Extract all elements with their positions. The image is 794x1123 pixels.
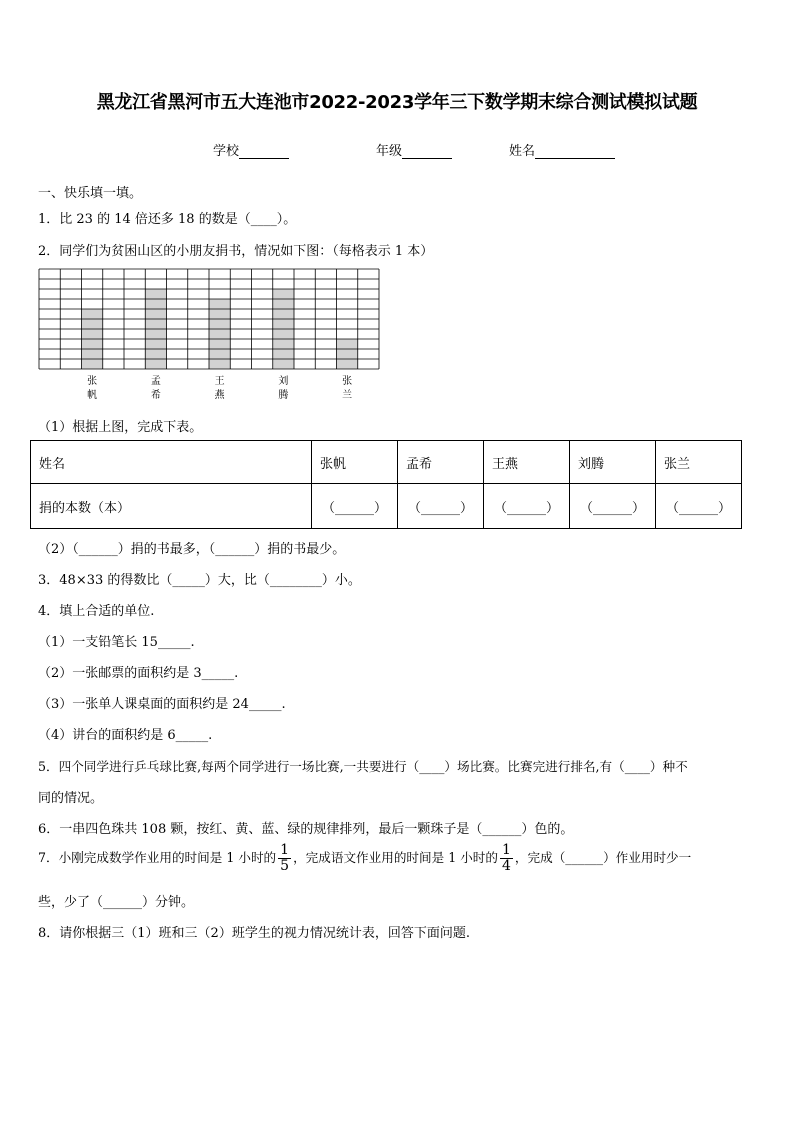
question-4: 4．填上合适的单位. — [38, 604, 155, 619]
table-row — [31, 484, 742, 529]
fraction-one-fifth — [278, 843, 291, 874]
category-label: 张 — [342, 376, 353, 387]
category-label: 刘 — [278, 376, 289, 387]
section-heading: 一、快乐填一填。 — [38, 186, 143, 201]
table-header-cell: 张帆 — [312, 441, 398, 484]
table-header-cell: 孟希 — [398, 441, 484, 484]
grade-blank[interactable] — [402, 144, 452, 159]
school-blank[interactable] — [239, 144, 289, 159]
question-6: 6．一串四色珠共 108 颗，按红、黄、蓝、绿的规律排列，最后一颗珠子是（______）色的。 — [38, 822, 574, 837]
question-4-1: （1）一支铅笔长 15_____. — [38, 635, 195, 650]
fraction-numerator: 1 — [502, 842, 511, 858]
grade-field[interactable] — [376, 140, 452, 159]
question-4-3: （3）一张单人课桌面的面积约是 24_____. — [38, 697, 286, 712]
question-7-line-1 — [38, 843, 691, 874]
question-4-4: （4）讲台的面积约是 6_____. — [38, 728, 213, 743]
table-header-row — [31, 441, 742, 484]
question-2-1: （1）根据上图，完成下表。 — [38, 420, 203, 435]
answer-blank[interactable]: （______） — [570, 484, 656, 529]
table-row-label: 捐的本数（本） — [31, 484, 312, 529]
category-label: 孟 — [150, 376, 161, 387]
question-2-2: （2）（______）捐的书最多，（______）捐的书最少。 — [38, 542, 346, 557]
question-7-text-c: ，完成（______）作业用时少一 — [514, 850, 692, 865]
question-5-line-2: 同的情况。 — [38, 791, 104, 806]
fraction-numerator: 1 — [280, 842, 290, 858]
question-4-2: （2）一张邮票的面积约是 3_____. — [38, 666, 239, 681]
fraction-denominator: 4 — [502, 858, 511, 874]
school-label: 学校 — [213, 144, 240, 159]
question-1: 1．比 23 的 14 倍还多 18 的数是（____）。 — [38, 212, 297, 227]
bar-3 — [209, 299, 230, 369]
question-7-text-b: ，完成语文作业用的时间是 1 小时的 — [293, 850, 498, 865]
answer-blank[interactable]: （______） — [398, 484, 484, 529]
category-label: 燕 — [214, 390, 225, 401]
grade-label: 年级 — [376, 144, 403, 159]
answer-blank[interactable]: （______） — [484, 484, 570, 529]
chart-labels — [87, 374, 352, 401]
question-2: 2．同学们为贫困山区的小朋友捐书，情况如下图：（每格表示 1 本） — [38, 244, 434, 259]
school-field[interactable] — [213, 140, 289, 159]
bar-5 — [337, 339, 358, 369]
category-label: 希 — [150, 390, 161, 401]
donation-table — [30, 440, 742, 529]
donation-bar-chart — [38, 268, 380, 404]
answer-blank[interactable]: （______） — [656, 484, 742, 529]
question-7-line-2: 些，少了（______）分钟。 — [38, 895, 195, 910]
category-label: 帆 — [87, 390, 98, 401]
category-label: 王 — [214, 376, 225, 387]
table-header-cell: 刘腾 — [570, 441, 656, 484]
fraction-one-fourth — [500, 843, 513, 874]
category-label: 张 — [87, 376, 98, 387]
question-3: 3．48×33 的得数比（_____）大，比（________）小。 — [38, 573, 361, 588]
category-label: 腾 — [278, 390, 289, 401]
name-field[interactable] — [509, 140, 615, 159]
question-5-line-1: 5．四个同学进行乒乓球比赛,每两个同学进行一场比赛,一共要进行（____）场比赛。比赛完进行排名,有（____）种不 — [38, 759, 688, 774]
table-header-cell: 王燕 — [484, 441, 570, 484]
question-8: 8．请你根据三（1）班和三（2）班学生的视力情况统计表，回答下面问题. — [38, 926, 470, 941]
question-7-text-a: 7．小刚完成数学作业用的时间是 1 小时的 — [38, 850, 277, 865]
table-header-cell: 张兰 — [656, 441, 742, 484]
answer-blank[interactable]: （______） — [312, 484, 398, 529]
name-blank[interactable] — [535, 144, 615, 159]
name-label: 姓名 — [509, 144, 536, 159]
table-header-cell: 姓名 — [31, 441, 312, 484]
page-title: 黑龙江省黑河市五大连池市2022-2023学年三下数学期末综合测试模拟试题 — [96, 92, 698, 113]
fraction-denominator: 5 — [280, 858, 290, 874]
category-label: 兰 — [342, 390, 353, 401]
